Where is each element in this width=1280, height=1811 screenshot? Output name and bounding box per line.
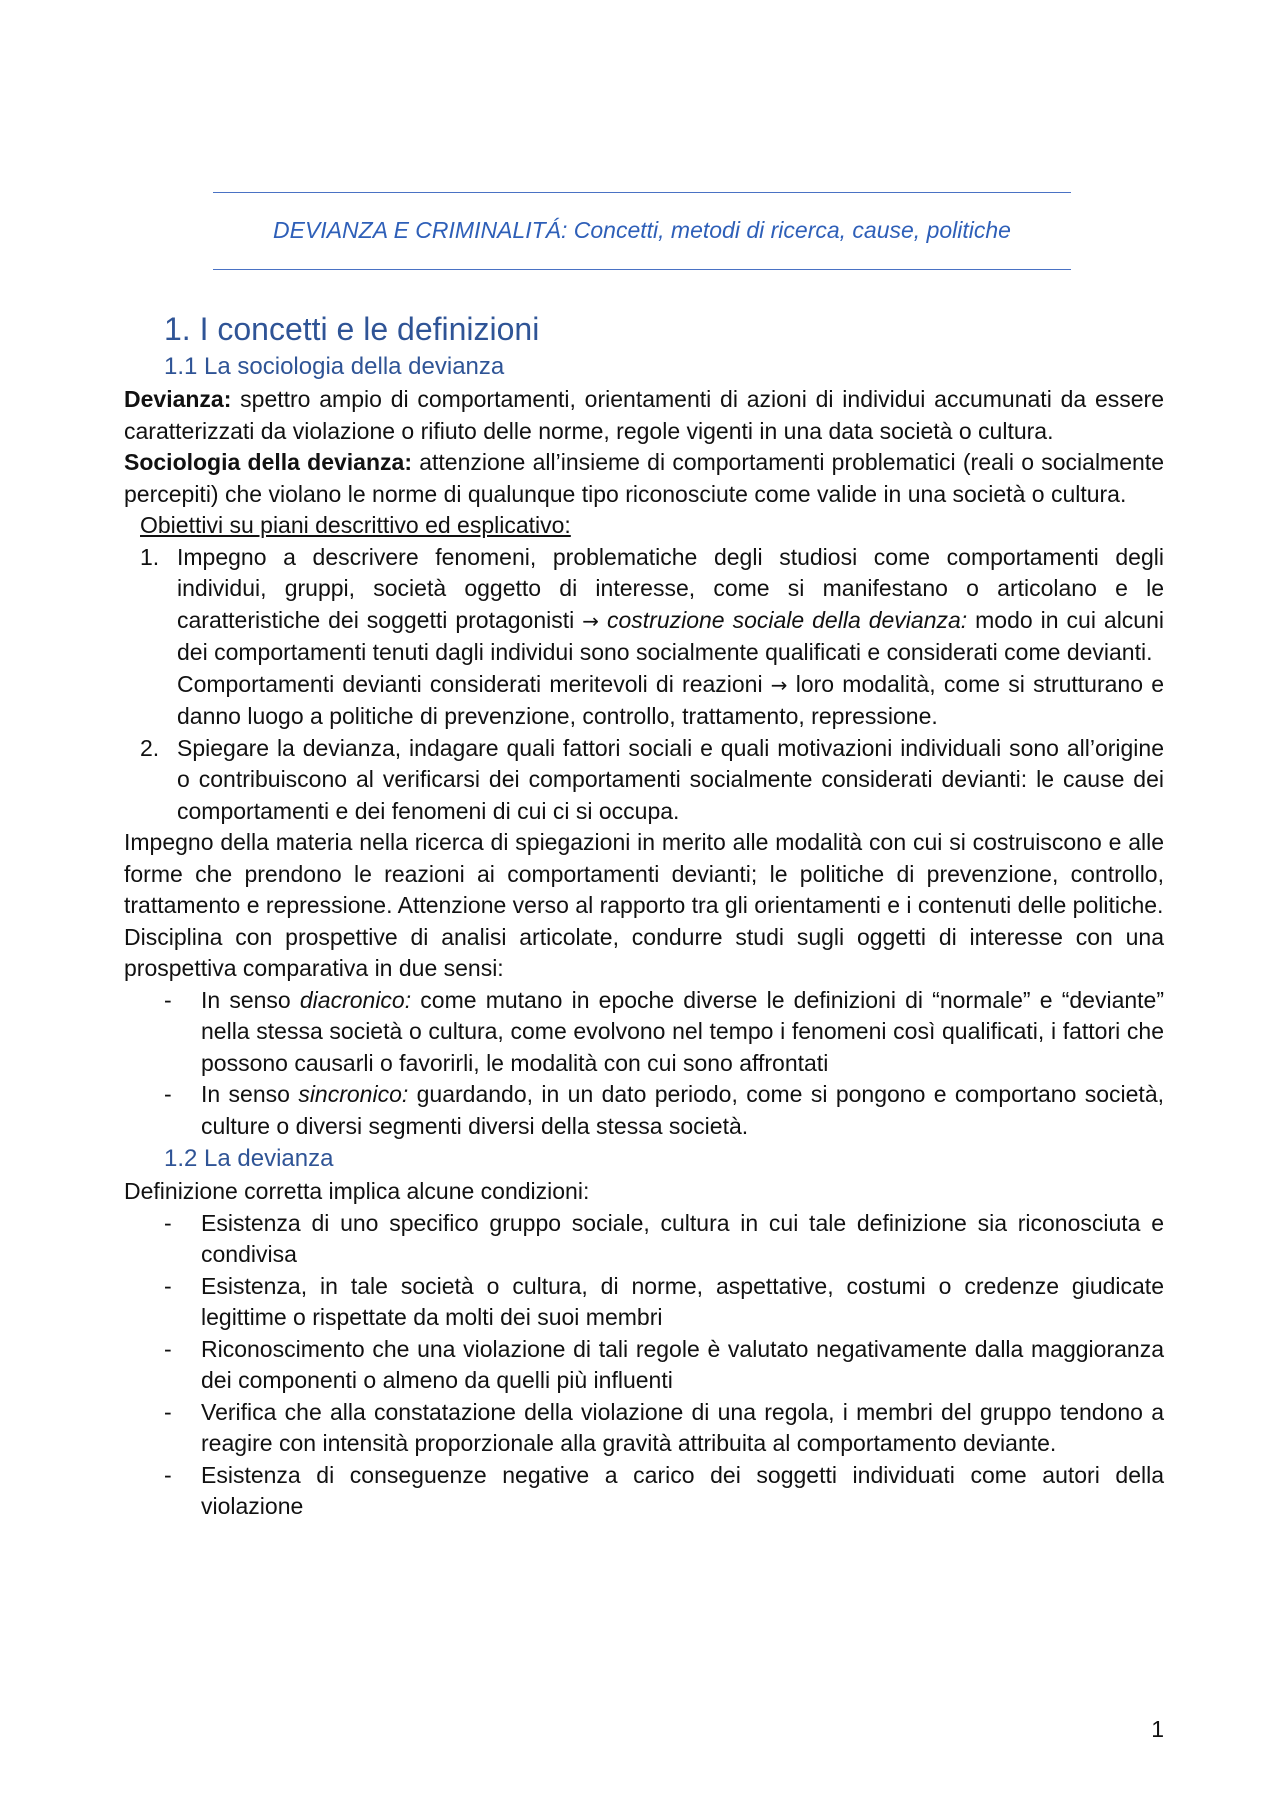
paragraph-impegno: Impegno della materia nella ricerca di spiegazioni in merito alle modalità con cui si costruiscono e alle forme che prendono le reazioni ai comportamenti devianti; le politiche di prevenzione, controllo, trattamento e repressione. Attenzione verso al rapporto tra gli orientamenti e i contenuti delle politiche. <box>124 829 1164 918</box>
list-item-text: Impegno a descrivere fenomeni, problematiche degli studiosi come comportamenti degli individui, gruppi, società oggetto di interesse, come si manifestano o articolano e le caratteristiche dei soggetti protagonisti → costruzione sociale della devianza: modo in cui alcuni dei comportamenti tenuti dagli individui sono socialmente qualificati e considerati come devianti. <box>177 543 1165 665</box>
list-item: - Esistenza di conseguenze negative a carico dei soggetti individuati come autori della violazione <box>164 1461 1164 1519</box>
list-item: - Esistenza di uno specifico gruppo sociale, cultura in cui tale definizione sia riconosciuta e condivisa <box>164 1209 1164 1267</box>
list-item: - In senso diacronico: come mutano in epoche diverse le definizioni di “normale” e “deviante” nella stessa società o cultura, come evolvono nel tempo i fenomeni così qualificati, i fattori che possono causarli o favorirli, le modalità con cui sono affrontati <box>164 986 1164 1076</box>
conditions-list <box>124 1208 1164 1523</box>
list-item: - Esistenza, in tale società o cultura, di norme, aspettative, costumi o credenze giudicate legittime o rispettate da molti dei suoi membri <box>164 1272 1164 1330</box>
heading-section-1-2: 1.2 La devianza <box>164 1145 334 1172</box>
paragraph-devianza <box>124 384 1164 447</box>
list-item-subparagraph: Comportamenti devianti considerati meritevoli di reazioni → loro modalità, come si strutturano e danno luogo a politiche di prevenzione, controllo, trattamento, repressione. <box>177 670 1164 729</box>
dash-bullet: - <box>164 1272 172 1299</box>
paragraph-disciplina: Disciplina con prospettive di analisi articolate, condurre studi sugli oggetti di interesse con una prospettiva comparativa in due sensi: <box>124 923 1164 981</box>
objectives-heading: Obiettivi su piani descrittivo ed esplicativo: <box>140 512 571 538</box>
italic-term: diacronico: <box>299 986 412 1013</box>
list-item: - Riconoscimento che una violazione di tali regole è valutato negativamente dalla maggioranza dei componenti o almeno da quelli più influenti <box>164 1335 1164 1393</box>
list-number: 2. <box>140 734 160 761</box>
dash-bullet: - <box>164 1209 172 1236</box>
definition-devianza: spettro ampio di comportamenti, orientamenti di azioni di individui accumunati da essere caratterizzati da violazione o rifiuto delle norme, regole vigenti in una data società o cultura. <box>124 386 1164 444</box>
page-number: 1 <box>1151 1716 1164 1742</box>
comparative-list <box>124 985 1164 1143</box>
dash-bullet: - <box>164 1081 172 1107</box>
dash-bullet: - <box>164 1335 172 1362</box>
list-item: - Verifica che alla constatazione della violazione di una regola, i membri del gruppo tendono a reagire con intensità proporzionale alla gravità attribuita al comportamento deviante. <box>164 1398 1164 1456</box>
paragraph-sociologia <box>124 447 1164 510</box>
list-item <box>124 542 1164 733</box>
list-number: 1. <box>140 543 160 570</box>
dash-bullet: - <box>164 1461 172 1488</box>
term-sociologia-devianza: Sociologia della devianza: <box>124 449 412 475</box>
list-item: - In senso sincronico: guardando, in un dato periodo, come si pongono e comportano società, culture o diversi segmenti diversi della stessa società. <box>164 1081 1164 1139</box>
dash-bullet: - <box>164 1398 172 1425</box>
italic-term: costruzione sociale della devianza: <box>599 606 968 633</box>
italic-term: sincronico: <box>298 1081 409 1107</box>
definition-sociologia-devianza: attenzione all’insieme di comportamenti problematici (reali o socialmente percepiti) che violano le norme di qualunque tipo riconosciute come valide in una società o cultura. <box>124 449 1164 507</box>
objectives-list <box>124 542 1164 828</box>
document-title: DEVIANZA E CRIMINALITÁ: Concetti, metodi di ricerca, cause, politiche <box>273 217 1011 244</box>
term-devianza: Devianza: <box>124 386 232 412</box>
heading-section-1-1: 1.1 La sociologia della devianza <box>164 353 505 380</box>
list-item <box>124 733 1164 828</box>
heading-section-1: 1. I concetti e le definizioni <box>164 311 540 347</box>
paragraph-definizione: Definizione corretta implica alcune condizioni: <box>124 1178 590 1204</box>
dash-bullet: - <box>164 986 172 1013</box>
document-content <box>124 308 1164 1523</box>
title-quote-block <box>213 192 1071 270</box>
arrow-icon: → <box>582 608 599 633</box>
list-item-text: Spiegare la devianza, indagare quali fattori sociali e quali motivazioni individuali sono all’origine o contribuiscono al verificarsi dei comportamenti socialmente considerati devianti: le cause dei comportamenti e dei fenomeni di cui ci si occupa. <box>177 734 1164 824</box>
arrow-icon: → <box>770 672 788 697</box>
